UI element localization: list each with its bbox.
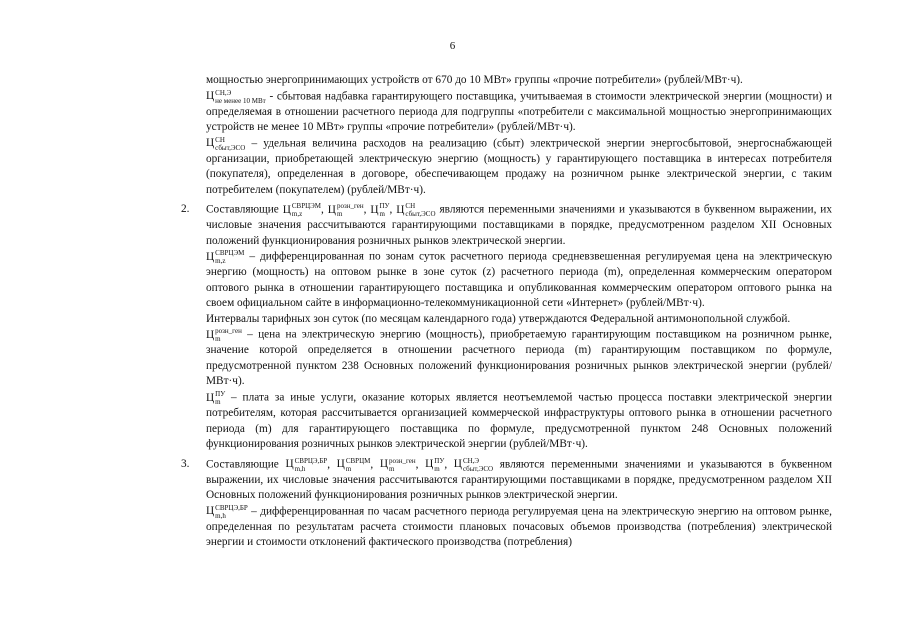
list-item-3: [181, 456, 832, 504]
paragraph-continuation: мощностью энергопринимающих устройств от 670 до 10 МВт» группы «прочие потребители» (рублей/МВт·ч).: [206, 74, 743, 86]
definition-text: – удельная величина расходов на реализацию (сбыт) электрической энергии энергосбытовой, энергоснабжающей организации, приобретающей электрическую энергию (мощность) у гарантирующего поставщика в интересах потребителя (покупателя), определенная в договоре, обеспечивающем продажу на розничном рынке электрической энергии, с таким потребителем (покупателем) (рублей/МВт·ч).: [206, 137, 832, 196]
formula-symbol: Ц СВРЦЭ,БР m,h: [285, 456, 328, 473]
definition-hourly-price: [206, 504, 832, 551]
formula-symbol: Ц СН сбыт,ЭСО: [396, 202, 436, 219]
formula-symbol: Ц СН,Э сбыт,ЭСО: [453, 456, 494, 473]
definition-text: - сбытовая надбавка гарантирующего поставщика, учитываемая в стоимости электрической энергии (мощности) и определяемая в отношении расчетного периода для подгруппы «потребители с максимальной мощностью энергопринимающих устройств не менее 10 МВт» группы «прочие потребители» (рублей/МВт·ч).: [206, 90, 832, 134]
list-item-2: [181, 202, 833, 249]
formula-symbol: Ц ПУ m: [206, 389, 226, 406]
lead-word: Составляющие: [206, 458, 279, 471]
formula-symbol: Ц розн_ген m: [206, 327, 242, 344]
definition-text: – плата за иные услуги, оказание которых является неотъемлемой частью процесса поставки электрической энергии потребителям, которая рассчитывается организацией коммерческой инфраструктуры оптового рынка в отношении расчетного периода (m) для гарантирующего поставщика по формуле, предусмотренной пунктом 248 Основных положений функционирования розничных рынков электрической энергии (рублей/МВт·ч).: [206, 391, 833, 451]
formula-symbol: Ц СВРЦЭ,БР m,h: [206, 503, 248, 520]
definition-other-services: [206, 390, 832, 453]
formula-symbol: Ц СВРЦЭМ m,z: [282, 202, 322, 219]
definition-text: – дифференцированная по зонам суток расчетного периода средневзвешенная регулируемая цена на электрическую энергию (мощность) на оптовом рынке в зоне суток (z) расчетного периода (m), определенная коммерческим оператором оптового рынка в отношении гарантирующего поставщика и опубликованная коммерческим оператором оптового рынка на своем официальном сайте в информационно-телекоммуникационной сети «Интернет» (рублей/МВт·ч).: [206, 250, 833, 310]
list-item-body: являются переменными значениями и указываются в буквенном выражении, их числовые значения рассчитываются гарантирующими поставщиками в порядке, предусмотренном разделом XII Основных положений функционирования розничных рынков электрической энергии.: [206, 203, 833, 247]
definition-surcharge: [206, 89, 832, 136]
formula-symbol: Ц СН,Э не менее 10 МВт: [206, 88, 266, 105]
paragraph-tariff-zones: Интервалы тарифных зон суток (по месяцам календарного года) утверждаются Федеральной антимонопольной службой.: [206, 312, 791, 325]
definition-retail-price: [206, 327, 832, 390]
formula-symbol: Ц ПУ m: [370, 202, 390, 219]
definition-sales-costs: [206, 136, 832, 199]
page-number: 6: [449, 40, 456, 52]
definition-text: – цена на электрическую энергию (мощность), приобретаемую гарантирующим поставщиком на розничном рынке, значение которой определяется в отношении расчетного периода (m) гарантирующим поставщиком по формуле, предусмотренной пунктом 238 Основных положений функционирования розничных рынков электрической энергии (рублей/МВт·ч).: [206, 328, 833, 388]
formula-symbol: Ц СВРЦМ m: [336, 456, 371, 473]
list-number: 3.: [181, 457, 190, 470]
formula-symbol: Ц СН сбыт,ЭСО: [206, 135, 246, 152]
formula-symbol: Ц ПУ m: [425, 456, 445, 473]
definition-wholesale-price: [206, 249, 832, 312]
definition-text: – дифференцированная по часам расчетного периода регулируемая цена на электрическую энергию на оптовом рынке, определенная по результатам расчета стоимости плановых почасовых объемов производства (потребления) электрической энергии и стоимости отклонений фактического производства (потребления): [206, 505, 832, 549]
formula-symbol: Ц СВРЦЭМ m,z: [206, 249, 245, 266]
list-number: 2.: [181, 203, 190, 216]
list-item-body: и указываются в буквенном выражении, их числовые значения рассчитываются гарантирующими поставщиками в порядке, предусмотренном разделом XII Основных положений функционирования розничных рынков электрической энергии.: [206, 458, 832, 502]
list-item-body-a: являются переменными значениями: [499, 458, 681, 471]
list-item-text: Составляющие Ц СВРЦЭ,БР m,h , Ц СВРЦМ m , Ц розн_ген m , Ц ПУ m , Ц СН,Э сбыт,ЭСО являются переменными значениями и указываются в буквенном выражении, их числовые значения рассчитываются гарантирующими поставщиками в порядке, предусмотренном разделом XII Основных положений функционирования розничных рынков электрической энергии.: [206, 456, 832, 502]
list-item-text: Составляющие Ц СВРЦЭМ m,z , Ц розн_ген m , Ц ПУ m , Ц СН сбыт,ЭСО являются переменными значениями и указываются в буквенном выражении, их числовые значения рассчитываются гарантирующими поставщиками в порядке, предусмотренном разделом XII Основных положений функционирования розничных рынков электрической энергии.: [206, 202, 833, 247]
formula-symbol: Ц розн_ген m: [327, 202, 364, 219]
document-body: [181, 73, 833, 551]
formula-symbol: Ц розн_ген m: [379, 456, 416, 473]
lead-word: Составляющие: [206, 203, 279, 216]
